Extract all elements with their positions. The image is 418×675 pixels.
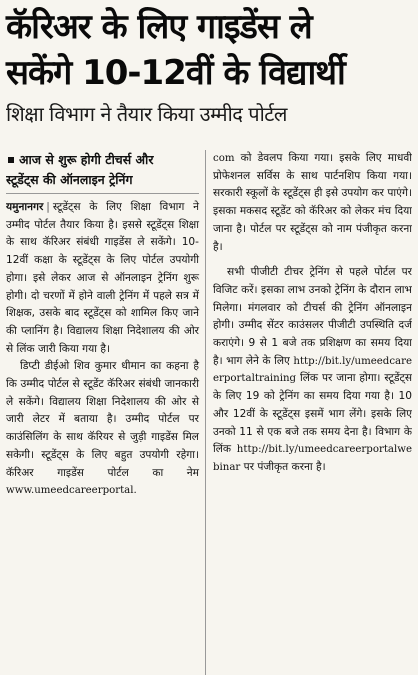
training-link-url: http://bit.ly/umeedcareerportaltraining [213,355,412,385]
headline-line-1: कॅरिअर के लिए गाइडेंस ले [6,7,312,47]
kicker-line-2: स्टूडेंट्स की ऑनलाइन ट्रेनिंग [6,172,133,187]
article-paragraph-4 [213,264,412,476]
dateline-separator: | [46,201,50,213]
article-paragraph-2-text: डिप्टी डीईओ शिव कुमार धीमान का कहना है कि उम्मीद पोर्टल से स्टूडेंट कॅरिअर संबंधी जानकारी ले सकेंगे। विद्यालय शिक्षा निदेशालय की ओर से जारी लेटर में बताया है। उम्मीद पोर्टल पर काउंसिलिंग के साथ कॅरियर से जुड़ी गाइडेंस मिल सकेगी। स्टूडेंट्स के लिए बहुत उपयोगी रहेगा। कॅरिअर गाइडेंस पोर्टल का नेम [6,360,199,479]
portal-url-part-1: www.umeedcareerportal. [6,485,137,497]
subheadline: शिक्षा विभाग ने तैयार किया उम्मीद पोर्टल [6,102,287,126]
article-column-left [6,150,205,675]
dateline: यमुनानगर [6,201,44,213]
kicker [6,150,199,194]
article-paragraph-4b-text: लिंक पर जाना होगा। स्टूडेंट्स के लिए 19 को ट्रेनिंग का समय दिया गया है। 10 और 12वीं के स्टूडेंट्स इसमें भाग लेंगे। इसके लिए उनको 11 से एक बजे तक समय देना है। विभाग के लिंक [213,372,412,456]
article-paragraph-4-text: सभी पीजीटी टीचर ट्रेनिंग से पहले पोर्टल पर विजिट करें। इसका लाभ उनको ट्रेनिंग के दौरान लाभ मिलेगा। मंगलवार को टीचर्स की ट्रेनिंग ऑनलाइन होगी। उम्मीद सेंटर काउंसलर पीजीटी उपस्थिति दर्ज कराएंगे। 9 से 1 बजे तक प्रशिक्षण का समय दिया है। भाग लेने के लिए [213,266,412,367]
headline-line-2: सकेंगे 10-12वीं के विद्यार्थी [6,53,345,93]
bullet-square-icon [8,157,14,163]
webinar-link-url: http://bit.ly/umeedcareerportalwebinar [213,444,412,473]
article-paragraph-1-text: स्टूडेंट्स के लिए शिक्षा विभाग ने उम्मीद पोर्टल तैयार किया है। इससे स्टूडेंट्स शिक्षा के साथ कॅरिअर संबंधी गाइडेंस ले सकेंगे। 10-12वीं कक्षा के स्टूडेंट्स के लिए पोर्टल उपयोगी होगा। इसे लेकर आज से ऑनलाइन ट्रेनिंग शुरू होगी। दो चरणों में होने वाली ट्रेनिंग में पहले सत्र में शिक्षक, उसके बाद स्टूडेंट्स को शामिल किए जाने की प्लानिंग है। विद्यालय शिक्षा निदेशालय की ओर से लिंक जारी किया गया है। [6,201,199,355]
article-paragraph-2 [6,358,199,500]
article-column-right [205,150,412,675]
kicker-line-1: आज से शुरू होगी टीचर्स और [19,152,154,167]
article-columns [6,150,412,675]
portal-url-part-2: com [213,153,235,164]
article-paragraph-3-text: को डेवलप किया गया। इसके लिए माधवी प्रोफेशनल सर्विस के साथ पार्टनशिप किया गया। सरकारी स्कूलों के स्टूडेंट्स ही इसे उपयोग कर पाएंगे। इसका मकसद स्टूडेंट को कॅरिअर को लेकर मंच दिया जाना है। पोर्टल पर स्टूडेंट्स को नाम पंजीकृत करना है। [213,152,412,253]
article-paragraph-4c-text: पर पंजीकृत करना है। [243,460,326,473]
headline [6,4,412,96]
article-paragraph-1 [6,199,199,358]
article-paragraph-3 [213,150,412,256]
